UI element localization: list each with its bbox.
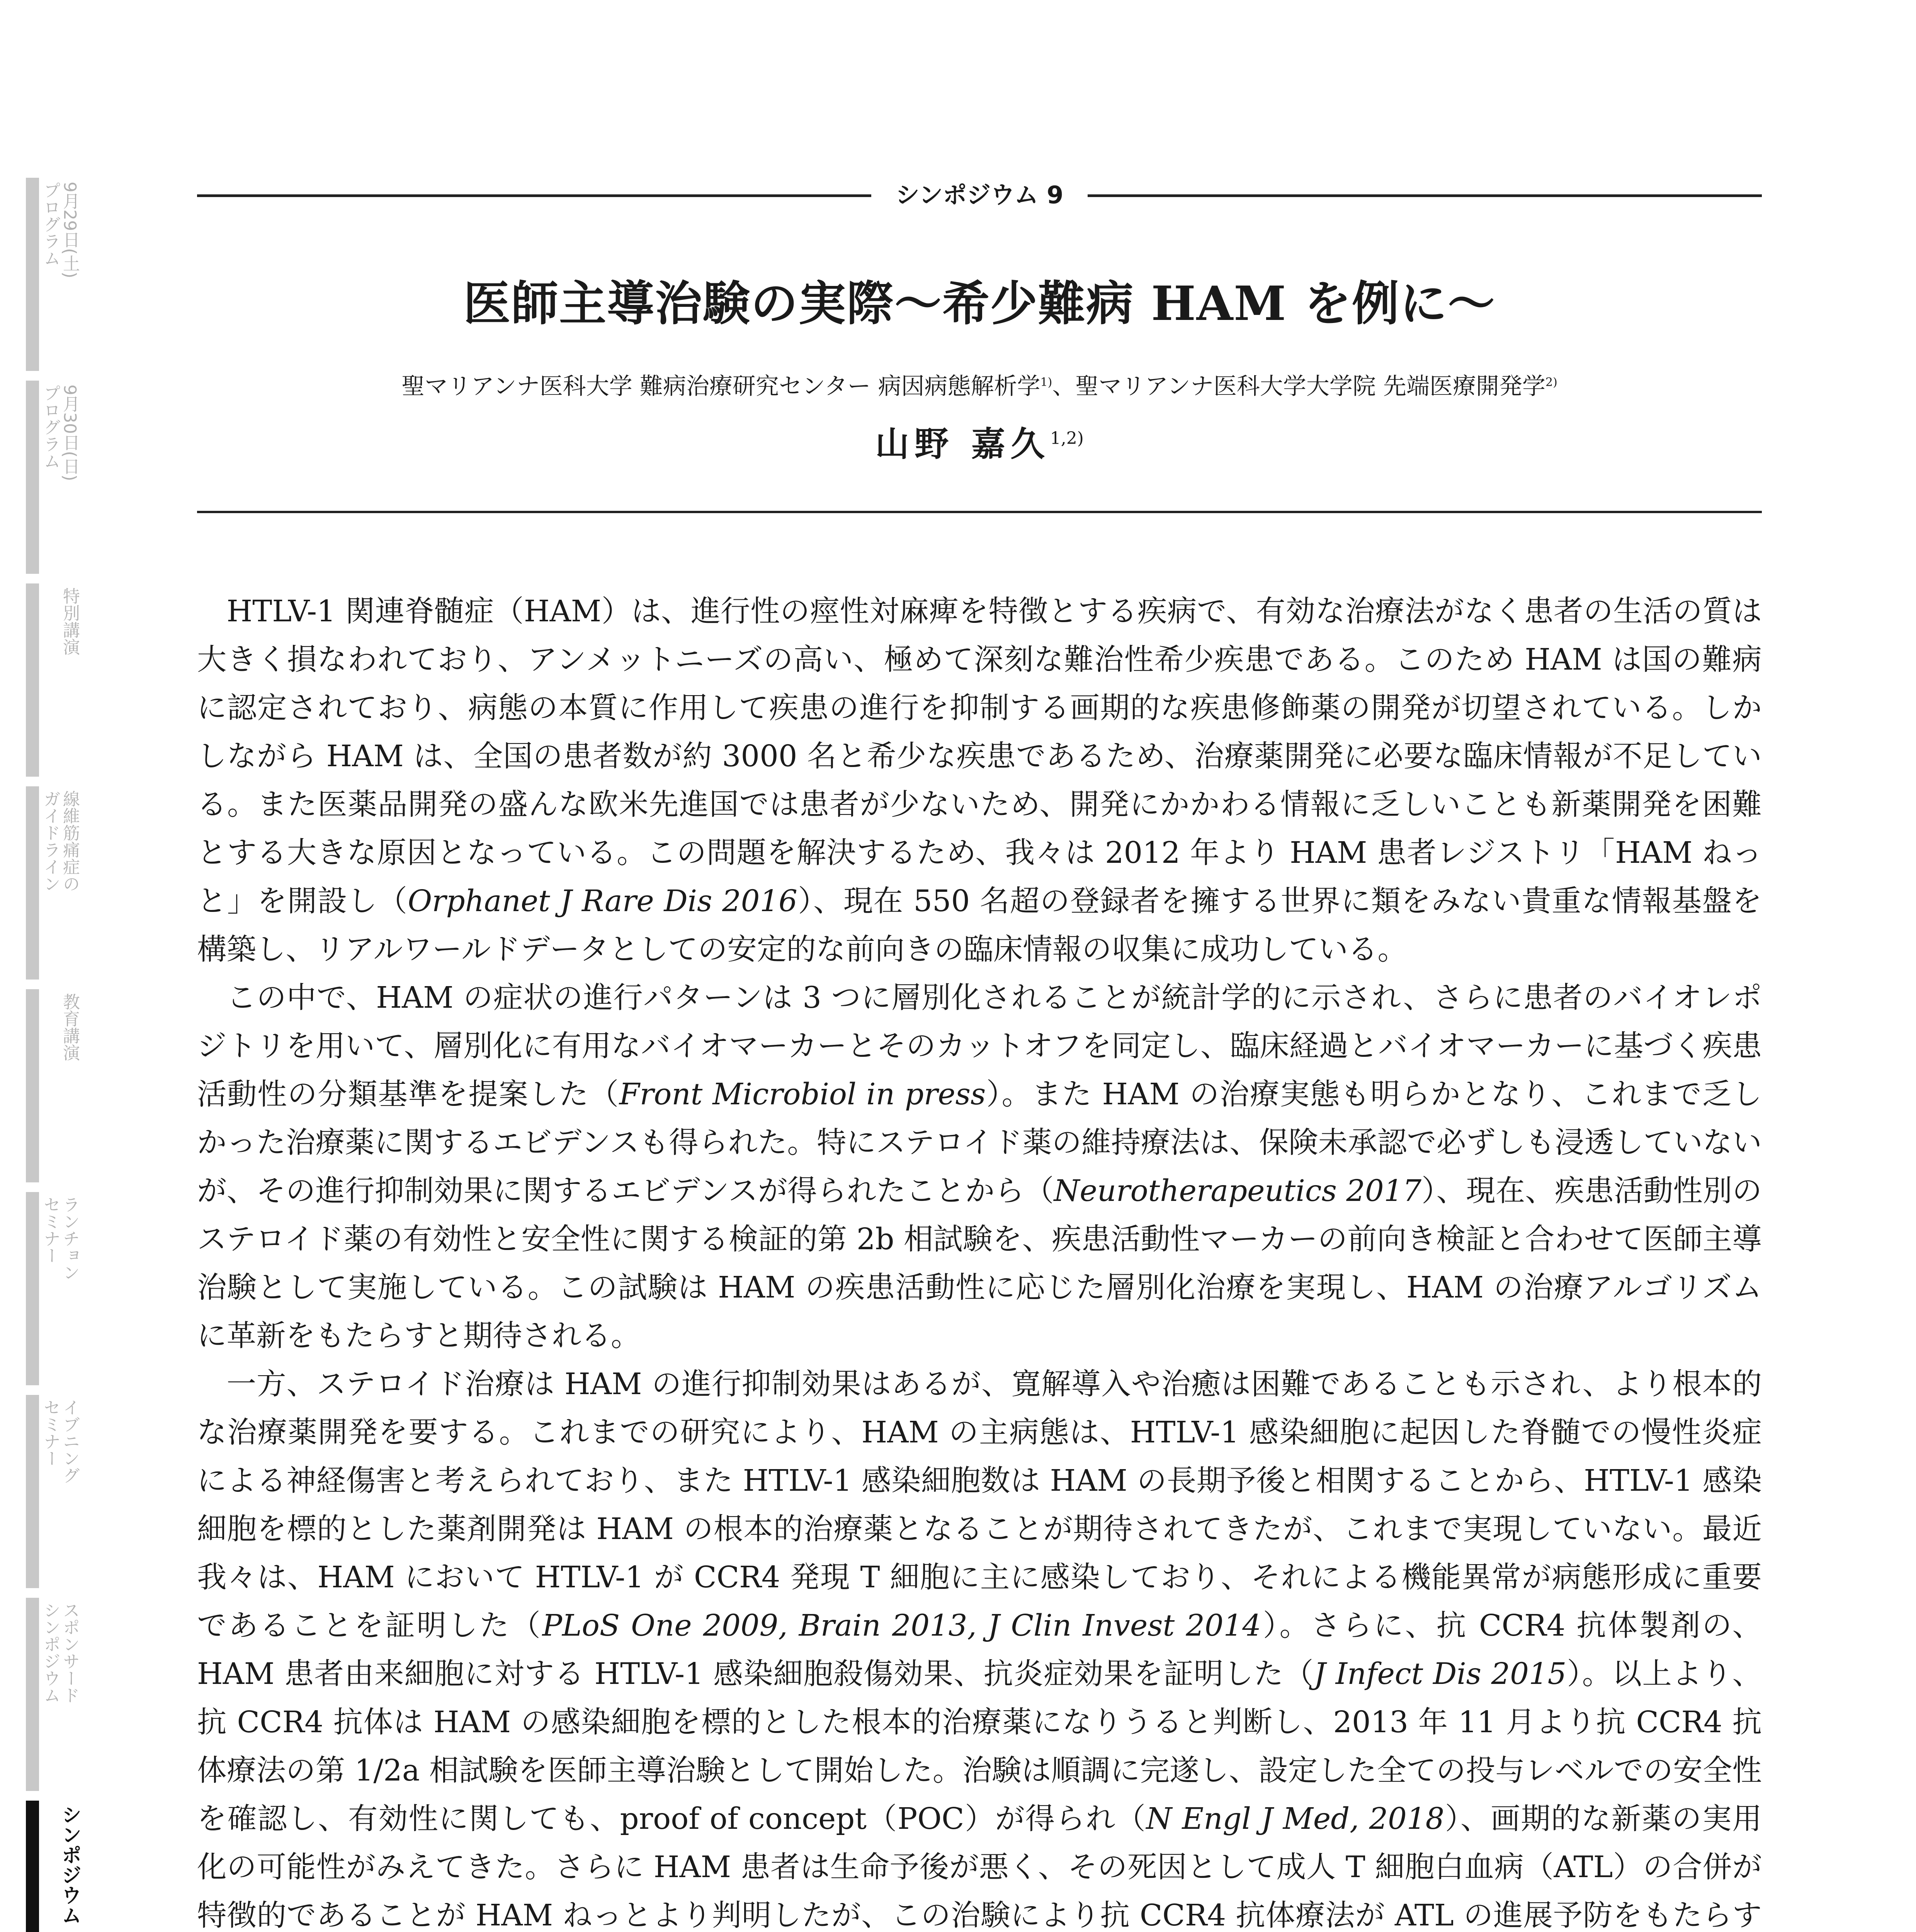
- side-tab-label: 9月29日(土) プログラム: [41, 182, 80, 279]
- author-text: 山野 嘉久: [875, 423, 1050, 464]
- paragraph-1: [197, 587, 1762, 974]
- side-tab-evening-seminar[interactable]: [21, 1395, 79, 1588]
- tab-bar: [26, 178, 39, 371]
- side-tab-label: シンポジウム: [58, 1804, 81, 1925]
- citation: N Engl J Med, 2018: [1146, 1802, 1445, 1836]
- paragraph-text: ）。さらに、抗 CCR4 抗体製剤の、HAM 患者由来細胞に対する HTLV-1 感染細胞殺傷効果、抗炎症効果を証明した（: [197, 1609, 1762, 1691]
- tab-bar: [26, 989, 39, 1182]
- paragraph-text: ）、現在、疾患活動性別のステロイド薬の有効性と安全性に関する検証的第 2b 相試験を、疾患活動性マーカーの前向き検証と合わせて医師主導治験として実施している。この試験は HAM の疾患活動性に応じた層別化治療を実現し、HAM の治療アルゴリズムに革新をもたらすと期待される。: [197, 1174, 1762, 1353]
- tab-bar: [26, 1395, 39, 1588]
- section-label: シンポジウム 9: [895, 181, 1064, 209]
- affiliation-sup-1: 1): [1040, 376, 1052, 389]
- tab-bar: [26, 786, 39, 980]
- citation: J Infect Dis 2015: [1314, 1657, 1567, 1691]
- paragraph-text: この中で、HAM の症状の進行パターンは 3 つに層別化されることが統計学的に示され、さらに患者のバイオレポジトリを用いて、層別化に有用なバイオマーカーとそのカットオフを同定し、臨床経過とバイオマーカーに基づく疾患活動性の分類基準を提案した（: [197, 981, 1762, 1112]
- article-body: [197, 587, 1762, 1932]
- citation: PLoS One 2009, Brain 2013, J Clin Invest 2014: [542, 1609, 1261, 1643]
- side-tab-label: 9月30日(日) プログラム: [41, 384, 80, 481]
- side-tab-label: スポンサード シンポジウム: [41, 1602, 80, 1704]
- title-underline: [197, 511, 1762, 513]
- paragraph-text: ）。また HAM の治療実態も明らかとなり、これまで乏しかった治療薬に関するエビデンスも得られた。特にステロイド薬の維持療法は、保険未承認で必ずしも浸透していないが、その進行抑制効果に関するエビデンスが得られたことから（: [197, 1077, 1762, 1208]
- header-rule-right: [1088, 194, 1762, 197]
- side-tab-luncheon-seminar[interactable]: [21, 1192, 79, 1385]
- side-tab-0929-program[interactable]: [21, 178, 79, 371]
- section-header: [197, 180, 1762, 211]
- side-tab-sponsored-symposium[interactable]: [21, 1598, 79, 1791]
- side-tab-special-lecture[interactable]: [21, 583, 79, 777]
- side-tab-label: 特別講演: [60, 587, 80, 655]
- side-tab-education-lecture[interactable]: [21, 989, 79, 1182]
- paragraph-text: HTLV-1 関連脊髄症（HAM）は、進行性の痙性対麻痺を特徴とする疾病で、有効な治療法がなく患者の生活の質は大きく損なわれており、アンメットニーズの高い、極めて深刻な難治性希少疾患である。このため HAM は国の難病に認定されており、病態の本質に作用して疾患の進行を抑制する画期的な疾患修飾薬の開発が切望されている。しかしながら HAM は、全国の患者数が約 3000 名と希少な疾患であるため、治療薬開発に必要な臨床情報が不足している。また医薬品開発の盛んな欧米先進国では患者が少ないため、開発にかかわる情報に乏しいことも新薬開発を困難とする大きな原因となっている。この問題を解決するため、我々は 2012 年より HAM 患者レジストリ「HAM ねっと」を開設し（: [197, 594, 1762, 918]
- side-tab-guideline[interactable]: [21, 786, 79, 980]
- header-rule-left: [197, 194, 871, 197]
- paragraph-text: ）、画期的な新薬の実用化の可能性がみえてきた。さらに HAM 患者は生命予後が悪く、その死因として成人 T 細胞白血病（ATL）の合併が特徴的であることが HAM ねっとより判明したが、この治験により抗 CCR4 抗体療法が ATL の進展予防をもたらす: [197, 1802, 1762, 1932]
- affiliation-sup-2: 2): [1545, 376, 1557, 389]
- affiliation-part-1: 聖マリアンナ医科大学 難病治療研究センター 病因病態解析学: [401, 373, 1040, 400]
- paragraph-3: [197, 1360, 1762, 1932]
- paragraph-text: ）、現在 550 名超の登録者を擁する世界に類をみない貴重な情報基盤を構築し、リアルワールドデータとしての安定的な前向きの臨床情報の収集に成功している。: [197, 884, 1762, 967]
- tab-bar: [26, 1801, 39, 1932]
- side-tab-label: ランチョン セミナー: [41, 1196, 80, 1281]
- citation: Front Microbiol in press: [619, 1077, 986, 1112]
- citation: Neurotherapeutics 2017: [1054, 1174, 1422, 1208]
- article-title: 医師主導治験の実際～希少難病 HAM を例に～: [463, 276, 1496, 331]
- paragraph-2: [197, 974, 1762, 1360]
- tab-bar: [26, 1192, 39, 1385]
- tab-bar: [26, 1598, 39, 1791]
- author-sup: 1,2): [1050, 429, 1084, 448]
- paragraph-text: ）。以上より、抗 CCR4 抗体は HAM の感染細胞を標的とした根本的治療薬になりうると判断し、2013 年 11 月より抗 CCR4 抗体療法の第 1/2a 相試験を医師主導治験として開始した。治験は順調に完遂し、設定した全ての投与レベルでの安全性を確認し、有効性に関しても、proof of concept（POC）が得られ（: [197, 1657, 1762, 1836]
- side-tab-label: 教育講演: [60, 993, 80, 1061]
- affiliation: [197, 367, 1762, 402]
- side-tab-label: イブニング セミナー: [41, 1399, 80, 1484]
- tab-bar: [26, 583, 39, 777]
- side-tab-label: 線維筋痛症の ガイドライン: [41, 790, 80, 892]
- side-index-tabs: [21, 178, 79, 1932]
- tab-bar: [26, 381, 39, 574]
- citation: Orphanet J Rare Dis 2016: [408, 884, 797, 918]
- side-tab-0930-program[interactable]: [21, 381, 79, 574]
- side-tab-symposium[interactable]: [21, 1801, 79, 1932]
- paragraph-text: 一方、ステロイド治療は HAM の進行抑制効果はあるが、寛解導入や治癒は困難であることも示され、より根本的な治療薬開発を要する。これまでの研究により、HAM の主病態は、HTLV-1 感染細胞に起因した脊髄での慢性炎症による神経傷害と考えられており、また HTLV-1 感染細胞数は HAM の長期予後と相関することから、HTLV-1 感染細胞を標的とした薬剤開発は HAM の根本的治療薬となることが期待されてきたが、これまで実現していない。最近我々は、HAM において HTLV-1 が CCR4 発現 T 細胞に主に感染しており、それによる機能異常が病態形成に重要であることを証明した（: [197, 1367, 1762, 1643]
- author-name: [197, 417, 1762, 465]
- affiliation-part-2: 、聖マリアンナ医科大学大学院 先端医療開発学: [1052, 373, 1545, 400]
